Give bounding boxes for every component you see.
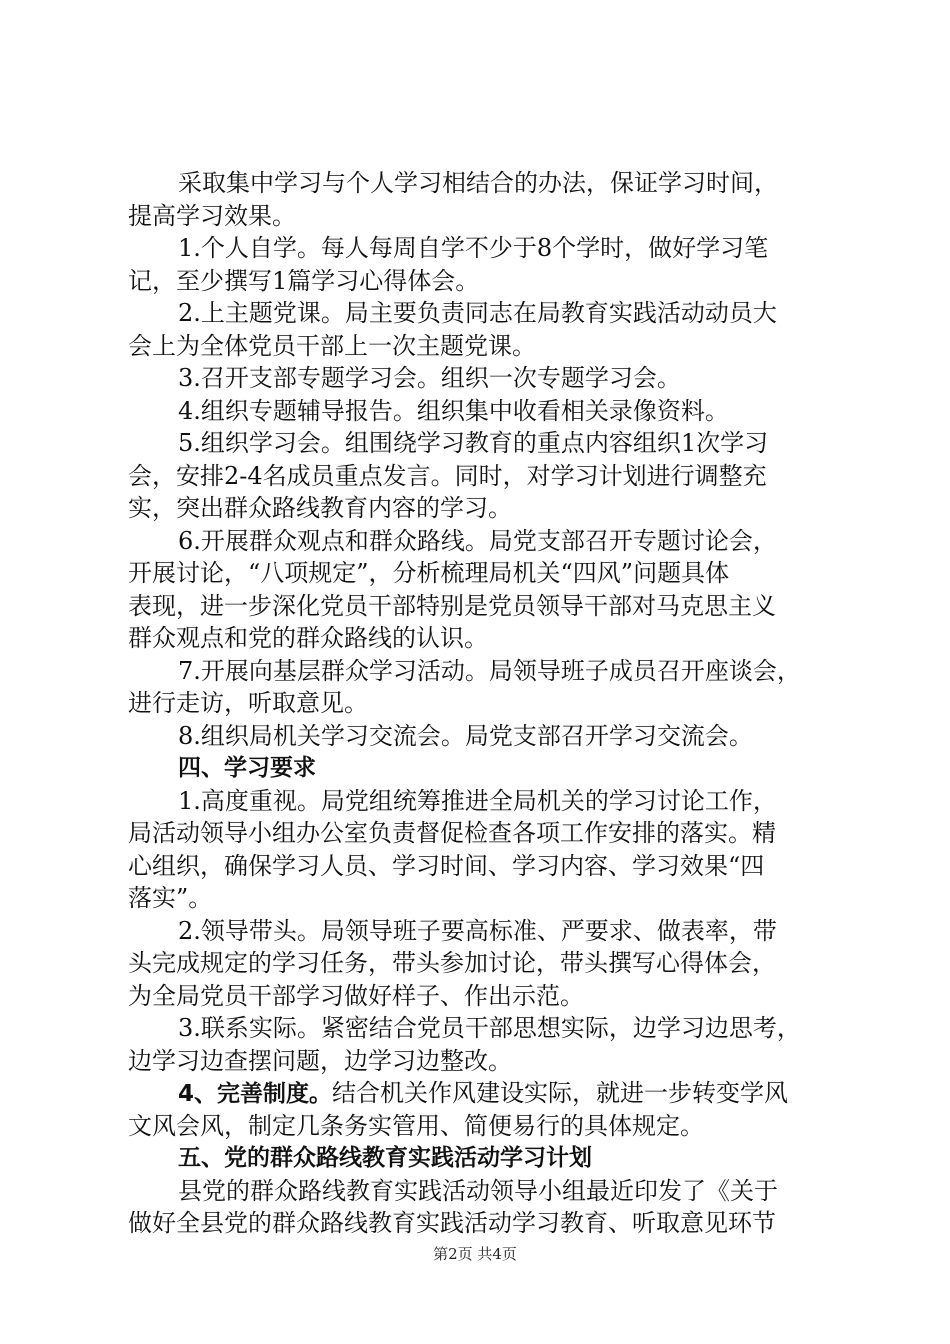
paragraph-line: 表现，进一步深化党员干部特别是党员领导干部对马克思主义 (128, 591, 776, 620)
section-heading: 四、学习要求 (178, 755, 316, 781)
paragraph-line: 实，突出群众路线教育内容的学习。 (128, 494, 512, 522)
paragraph-line: 会上为全体党员干部上一次主题党课。 (128, 331, 536, 360)
document-body (128, 167, 830, 1240)
paragraph-line: 群众观点和党的群众路线的认识。 (128, 624, 488, 652)
paragraph-line: 进行走访，听取意见。 (128, 689, 368, 717)
paragraph-line: 记，至少撰写1篇学习心得体会。 (128, 266, 480, 295)
paragraph-line: 头完成规定的学习任务，带头参加讨论，带头撰写心得体会， (128, 949, 776, 977)
paragraph-line: 县党的群众路线教育实践活动领导小组最近印发了《关于 (178, 1176, 778, 1205)
paragraph-line: 落实”。 (128, 884, 213, 912)
paragraph-line: 3.召开支部专题学习会。组织一次专题学习会。 (178, 364, 681, 392)
paragraph-line (128, 1077, 830, 1110)
paragraph-line: 文风会风，制定几条务实管用、简便易行的具体规定。 (128, 1111, 704, 1140)
paragraph-line: 2.上主题党课。局主要负责同志在局教育实践活动动员大 (178, 299, 777, 327)
paragraph-line: 2.领导带头。局领导班子要高标准、严要求、做表率，带 (178, 916, 777, 945)
paragraph-line: 3.联系实际。紧密结合党员干部思想实际，边学习边思考， (178, 1014, 801, 1042)
paragraph-line: 局活动领导小组办公室负责督促检查各项工作安排的落实。精 (128, 819, 776, 847)
paragraph-run: 结合机关作风建设实际，就进一步转变学风 (332, 1079, 789, 1107)
paragraph-line: 8.组织局机关学习交流会。局党支部召开学习交流会。 (178, 721, 753, 750)
paragraph-line: 会，安排2-4名成员重点发言。同时，对学习计划进行调整充 (128, 461, 767, 490)
paragraph-line: 1.个人自学。每人每周自学不少于8个学时，做好学习笔 (178, 234, 769, 262)
paragraph-line: 6.开展群众观点和群众路线。局党支部召开专题讨论会， (178, 526, 777, 555)
paragraph-line: 7.开展向基层群众学习活动。局领导班子成员召开座谈会， (178, 656, 801, 685)
bold-lead: 4、完善制度。 (178, 1081, 333, 1107)
paragraph-line: 开展讨论，“八项规定”，分析梳理局机关“四风”问题具体 (128, 559, 730, 587)
paragraph-line: 心组织，确保学习人员、学习时间、学习内容、学习效果“四 (128, 851, 765, 880)
paragraph-line: 做好全县党的群众路线教育实践活动学习教育、听取意见环节 (128, 1209, 776, 1237)
paragraph-line: 4.组织专题辅导报告。组织集中收看相关录像资料。 (178, 396, 729, 425)
paragraph-line: 1.高度重视。局党组统筹推进全局机关的学习讨论工作， (178, 786, 777, 815)
paragraph-line: 边学习边查摆问题，边学习边整改。 (128, 1046, 512, 1075)
paragraph-line: 5.组织学习会。组围绕学习教育的重点内容组织1次学习 (178, 429, 769, 457)
paragraph-line: 为全局党员干部学习做好样子、作出示范。 (128, 981, 584, 1010)
paragraph-line: 采取集中学习与个人学习相结合的办法，保证学习时间， (178, 169, 778, 197)
section-heading: 五、党的群众路线教育实践活动学习计划 (178, 1145, 592, 1171)
paragraph-line: 提高学习效果。 (128, 201, 296, 230)
page-footer: 第2页 共4页 (433, 1245, 517, 1263)
